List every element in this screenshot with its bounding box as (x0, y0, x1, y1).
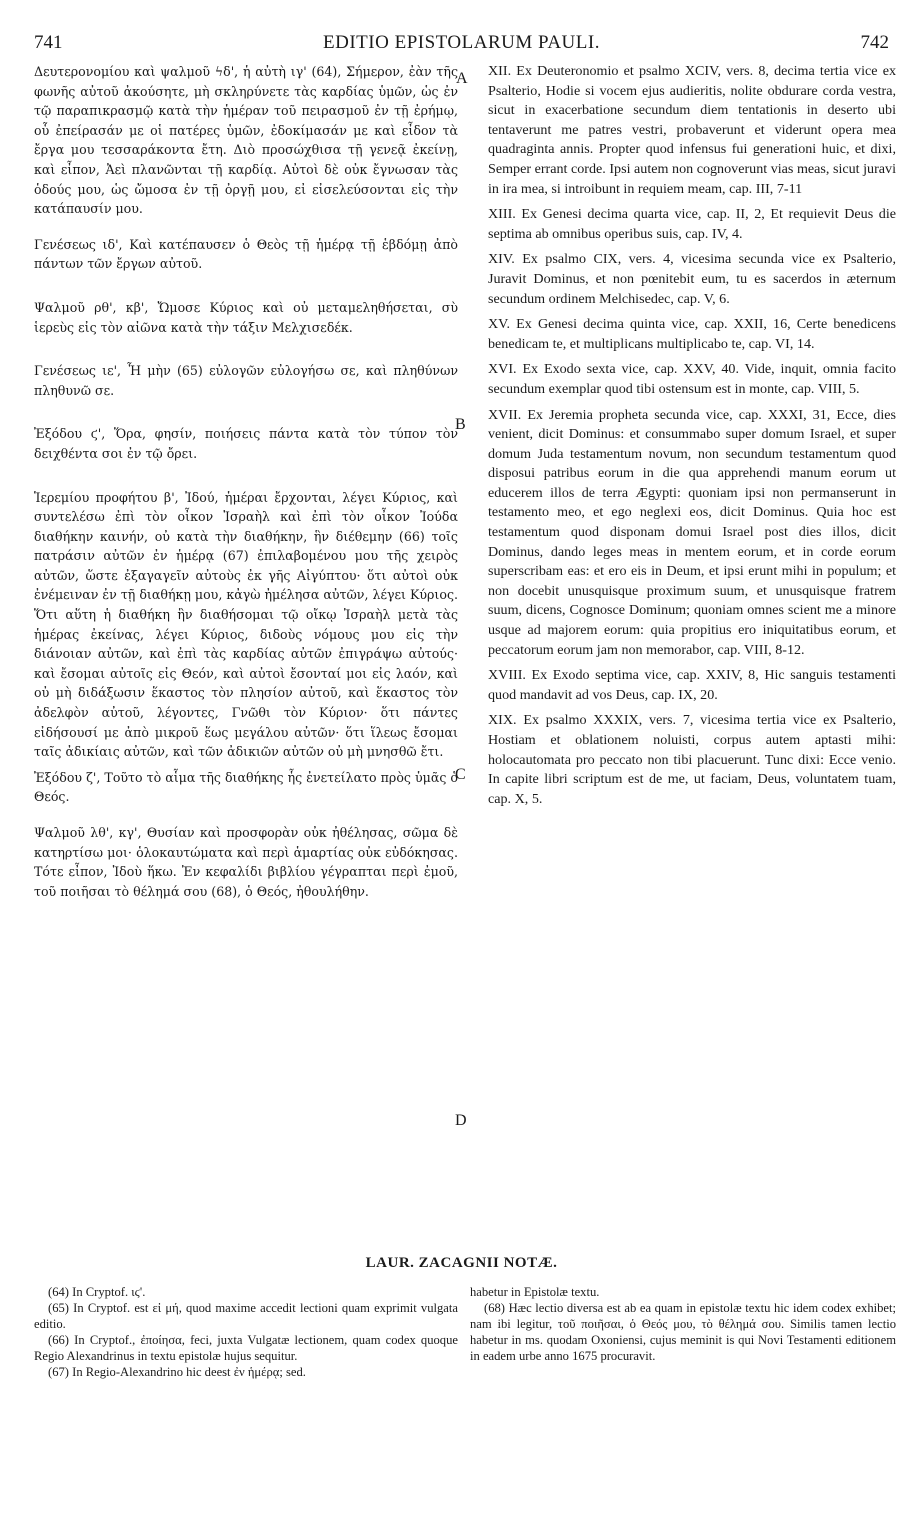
left-page-number: 741 (34, 32, 63, 53)
greek-column (34, 62, 458, 907)
notes-right-column (470, 1284, 896, 1364)
greek-paragraph: Γενέσεως ιδ', Καὶ κατέπαυσεν ὁ Θεὸς τῇ ἡμέρᾳ τῇ ἑβδόμῃ ἀπὸ πάντων τῶν ἔργων αὐτοῦ. (34, 236, 458, 272)
footnote: (66) In Cryptof., ἐποίησα, feci, juxta Vulgatæ lectionem, quam codex quoque Regio Alexandrinus in textu epistolæ hujus sequitur. (34, 1333, 458, 1363)
latin-paragraph: XVII. Ex Jeremia propheta secunda vice, cap. XXXI, 31, Ecce, dies venient, dicit Dominus: et consummabo super domum Israel, et super domum Juda testamentum novum, non secundum testamentum quod disposui patribus eorum in die qua apprehendi manum eorum ut educerem illos de terra Ægypti: quoniam ipsi non permanserunt in testamento meo, et ego neglexi eos, dicit Dominus. Quia hoc est testamentum quod disponam domui Israel post dies illos, dicit Dominus, dando leges meas in mentem eorum, et in corde eorum superscribam eas: et ero eis in Deum, et ipsi erunt mihi in populum; et non docebit unusquisque proximum suum, et unusquisque fratrem suum, dicens, Cognosce Dominum; quoniam omnes scient me a minore usque ad majorem eorum: quia propitius ero iniquitatibus eorum, et peccatorum eorum jam non memorabor, cap. VIII, 8-12. (488, 406, 896, 658)
margin-marker-b: B (455, 416, 466, 433)
greek-paragraph: Ἐξόδου ϛ', Ὅρα, φησίν, ποιήσεις πάντα κατὰ τὸν τύπον τὸν δειχθέντα σοι ἐν τῷ ὄρει. (34, 426, 458, 461)
greek-paragraph: Γενέσεως ιε', Ἦ μὴν (65) εὐλογῶν εὐλογήσω σε, καὶ πληθύνων πληθυνῶ σε. (34, 363, 458, 398)
notes-title: LAUR. ZACAGNII NOTÆ. (365, 1255, 558, 1271)
margin-marker-a: A (456, 70, 468, 87)
margin-marker-d: D (455, 1112, 467, 1129)
latin-paragraph: XIV. Ex psalmo CIX, vers. 4, vicesima secunda vice ex Psalterio, Juravit Dominus, et non pœnitebit eum, tu es sacerdos in æternum secundum ordinem Melchisedec, cap. V, 6. (488, 251, 896, 307)
footnote: (65) In Cryptof. est εἰ μή, quod maxime accedit lectioni quam exprimit vulgata editio. (34, 1301, 458, 1331)
right-page-number: 742 (860, 32, 889, 53)
latin-paragraph: XIX. Ex psalmo XXXIX, vers. 7, vicesima tertia vice ex Psalterio, Hostiam et oblationem noluisti, corpus autem aptasti mihi: holocautomata pro peccato non tibi placuerunt. Tunc dixi: Ecce venio. In capite libri scriptum est de me, ut faciam, Deus, voluntatem tuam, cap. X, 5. (488, 712, 896, 807)
latin-paragraph: XVI. Ex Exodo sexta vice, cap. XXV, 40. Vide, inquit, omnia facito secundum exemplar quod tibi ostensum est in monte, cap. VIII, 5. (488, 361, 896, 397)
greek-paragraph: Ψαλμοῦ λθ', κγ', Θυσίαν καὶ προσφορὰν οὐκ ἠθέλησας, σῶμα δὲ κατηρτίσω μοι· ὁλοκαυτώματα καὶ περὶ ἁμαρτίας οὐκ εὐδόκησας. Τότε εἶπον, Ἰδοὺ ἥκω. Ἐν κεφαλίδι βιβλίου γέγραπται περὶ ἐμοῦ, τοῦ ποιῆσαι τὸ θέλημά σου (68), ὁ Θεός, ἠθουλήθην. (34, 825, 458, 899)
latin-paragraph: XII. Ex Deuteronomio et psalmo XCIV, vers. 8, decima tertia vice ex Psalterio, Hodie si vocem ejus audieritis, nolite obdurare corda vestra, sicut in exacerbatione secundum diem tentationis in deserto ubi tentaverunt me patres vestri, probaverunt et viderunt opera mea quadraginta annis. Propter quod infensus fui generationi huic, et dixi, Semper errant corde. Ipsi autem non cognoverunt vias meas, sicut juravi in ira mea, si introibunt in requiem meam, cap. III, 7-11 (488, 63, 896, 197)
latin-paragraph: XIII. Ex Genesi decima quarta vice, cap. II, 2, Et requievit Deus die septima ab omnibus operibus suis, cap. IV, 4. (488, 206, 896, 242)
greek-paragraph: Ἱερεμίου προφήτου β', Ἰδού, ἡμέραι ἔρχονται, λέγει Κύριος, καὶ συντελέσω ἐπὶ τὸν οἶκον Ἰσραὴλ καὶ ἐπὶ τὸν οἶκον Ἰούδα διαθήκην καινήν, οὐ κατὰ τὴν διαθήκην, ἣν διέθεμην (66) τοῖς πατράσιν αὐτῶν ἐν ἡμέρᾳ (67) ἐπιλαβομένου μου τῆς χειρὸς αὐτῶν, ὥστε ἐξαγαγεῖν αὐτοὺς ἐκ γῆς Αἰγύπτου· ὅτι αὐτοὶ οὐκ ἐνέμειναν ἐν τῇ διαθήκῃ μου, κἀγὼ ἠμέλησα αὐτῶν, λέγει Κύριος. Ὅτι αὕτη ἡ διαθήκη ἣν διαθήσομαι τῷ οἴκῳ Ἰσραὴλ μετὰ τὰς ἡμέρας ἐκείνας, λέγει Κύριος, διδοὺς νόμους μου εἰς τὴν διάνοιαν αὐτῶν, καὶ ἐπὶ τὰς καρδίας αὐτῶν ἐπιγράψω αὐτούς· καὶ ἔσομαι αὐτοῖς εἰς Θεόν, καὶ αὐτοὶ ἔσονταί μοι εἰς λαόν, καὶ οὐ μὴ διδάξωσιν ἕκαστος τὸν πλησίον αὐτοῦ, καὶ ἕκαστος τὸν ἀδελφὸν αὐτοῦ, λέγοντες, Γνῶθι τὸν Κύριον· ὅτι πάντες εἰδήσουσί με ἀπὸ μικροῦ ἕως μεγάλου αὐτῶν· ὅτι ἵλεως ἔσομαι ταῖς ἀδικίαις αὐτῶν, καὶ τῶν ἀδικιῶν αὐτῶν οὐ μὴ μνησθῶ ἔτι. (34, 489, 458, 760)
latin-paragraph: XV. Ex Genesi decima quinta vice, cap. XXII, 16, Certe benedicens benedicam te, et multiplicans multiplicabo te, cap. VI, 14. (488, 316, 896, 352)
margin-marker-c: C (455, 766, 466, 783)
footnote-continuation: habetur in Epistolæ textu. (470, 1285, 600, 1299)
running-title: EDITIO EPISTOLARUM PAULI. (323, 32, 600, 53)
footnote: (67) In Regio-Alexandrino hic deest ἐν ἡμέρᾳ; sed. (48, 1365, 306, 1379)
notes-left-column (34, 1284, 458, 1380)
footnote: (68) Hæc lectio diversa est ab ea quam in epistolæ textu hic idem codex exhibet; nam ibi legitur, τοῦ ποιῆσαι, ὁ Θεός μου, τὸ θέλημά σου. Similis tamen lectio habetur in ms. quodam Oxoniensi, cujus meminit is qui Novi Testamenti editionem in eadem urbe anno 1675 procuravit. (470, 1301, 896, 1363)
footnote: (64) In Cryptof. ιϛ'. (48, 1285, 146, 1299)
latin-paragraph: XVIII. Ex Exodo septima vice, cap. XXIV, 8, Hic sanguis testamenti quod mandavit ad vos Deus, cap. IX, 20. (488, 667, 896, 703)
page-header (34, 32, 889, 58)
greek-paragraph: Ψαλμοῦ ρθ', κβ', Ὤμοσε Κύριος καὶ οὐ μεταμεληθήσεται, σὺ ἱερεὺς εἰς τὸν αἰῶνα κατὰ τὴν τάξιν Μελχισεδέκ. (34, 299, 458, 335)
greek-paragraph: Ἐξόδου ζ', Τοῦτο τὸ αἷμα τῆς διαθήκης ἧς ἐνετείλατο πρὸς ὑμᾶς ὁ Θεός. (34, 769, 458, 805)
latin-column (488, 62, 896, 815)
greek-paragraph: Δευτερονομίου καὶ ψαλμοῦ ϟδ', ἡ αὐτὴ ιγ' (64), Σήμερον, ἐὰν τῆς φωνῆς αὐτοῦ ἀκούσητε, μὴ σκληρύνετε τὰς καρδίας ὑμῶν, ὡς ἐν τῷ παραπικρασμῷ κατὰ τὴν ἡμέραν τοῦ πειρασμοῦ ἐν τῇ ἐρήμῳ, οὗ ἐπείρασάν με οἱ πατέρες ὑμῶν, ἐδοκίμασάν με καὶ εἶδον τὰ ἔργα μου τεσσαράκοντα ἔτη. Διὸ προσώχθισα τῇ γενεᾷ ἐκείνῃ, καὶ εἶπον, Ἀεὶ πλανῶνται τῇ καρδίᾳ. Αὐτοὶ δὲ οὐκ ἔγνωσαν τὰς ὁδούς μου, ὡς ὤμοσα ἐν τῇ ὀργῇ μου, εἰ εἰσελεύσονται εἰς τὴν κατάπαυσίν μου. (34, 64, 458, 217)
